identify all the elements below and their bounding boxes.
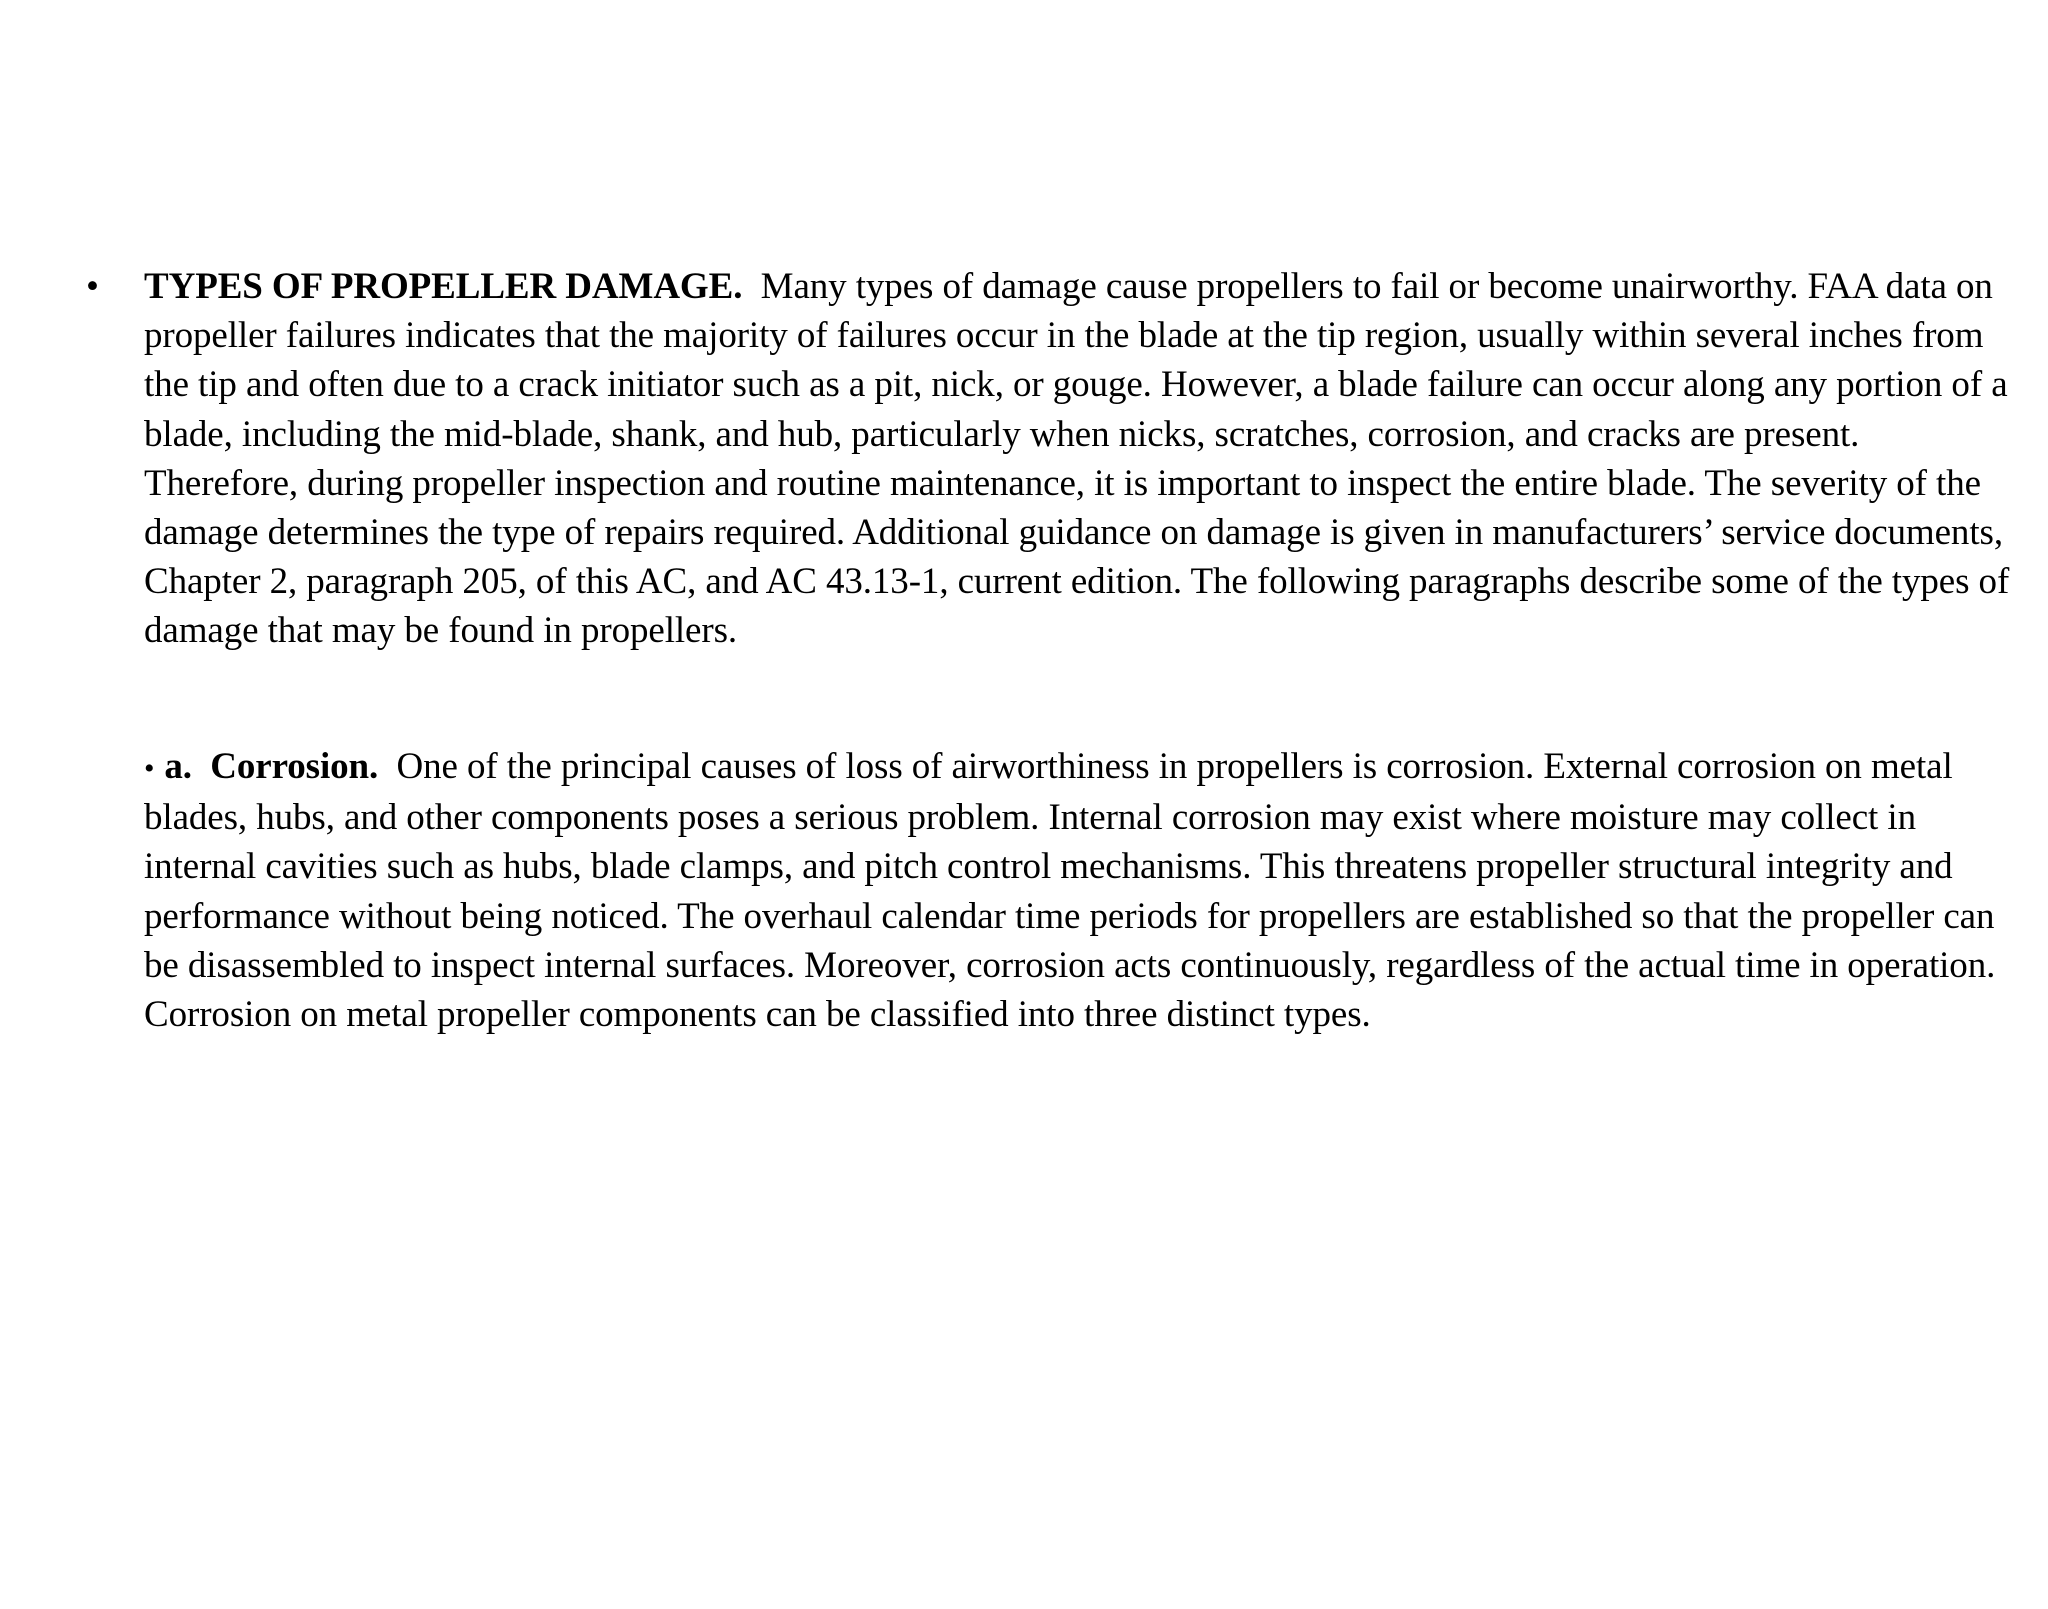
paragraph-body: One of the principal causes of loss of airworthiness in propellers is corrosion. External corrosion on metal blades, hubs, and other components poses a serious problem. Internal corrosion may exist where moisture may collect in internal cavities such as hubs, blade clamps, and pitch control mechanisms. This threatens propeller structural integrity and performance without being noticed. The overhaul calendar time periods for propellers are established so that the propeller can be disassembled to inspect internal surfaces. Moreover, corrosion acts continuously, regardless of the actual time in operation. Corrosion on metal propeller components can be classified into three distinct types. [144, 746, 1996, 1036]
item-label: a. [164, 746, 192, 787]
section-types-of-propeller-damage [78, 262, 2013, 656]
bullet-marker: • [144, 752, 155, 785]
bullet-marker: • [86, 266, 99, 307]
section-heading: TYPES OF PROPELLER DAMAGE. [144, 266, 743, 307]
section-corrosion [78, 742, 2013, 1039]
paragraph [144, 742, 2013, 1039]
paragraph [144, 262, 2013, 656]
paragraph-body: Many types of damage cause propellers to fail or become unairworthy. FAA data on propeller failures indicates that the majority of failures occur in the blade at the tip region, usually within several inches from the tip and often due to a crack initiator such as a pit, nick, or gouge. However, a blade failure can occur along any portion of a blade, including the mid-blade, shank, and hub, particularly when nicks, scratches, corrosion, and cracks are present. Therefore, during propeller inspection and routine maintenance, it is important to inspect the entire blade. The severity of the damage determines the type of repairs required. Additional guidance on damage is given in manufacturers’ service documents, Chapter 2, paragraph 205, of this AC, and AC 43.13-1, current edition. The following paragraphs describe some of the types of damage that may be found in propellers. [144, 266, 2010, 652]
section-heading: Corrosion. [210, 746, 379, 787]
